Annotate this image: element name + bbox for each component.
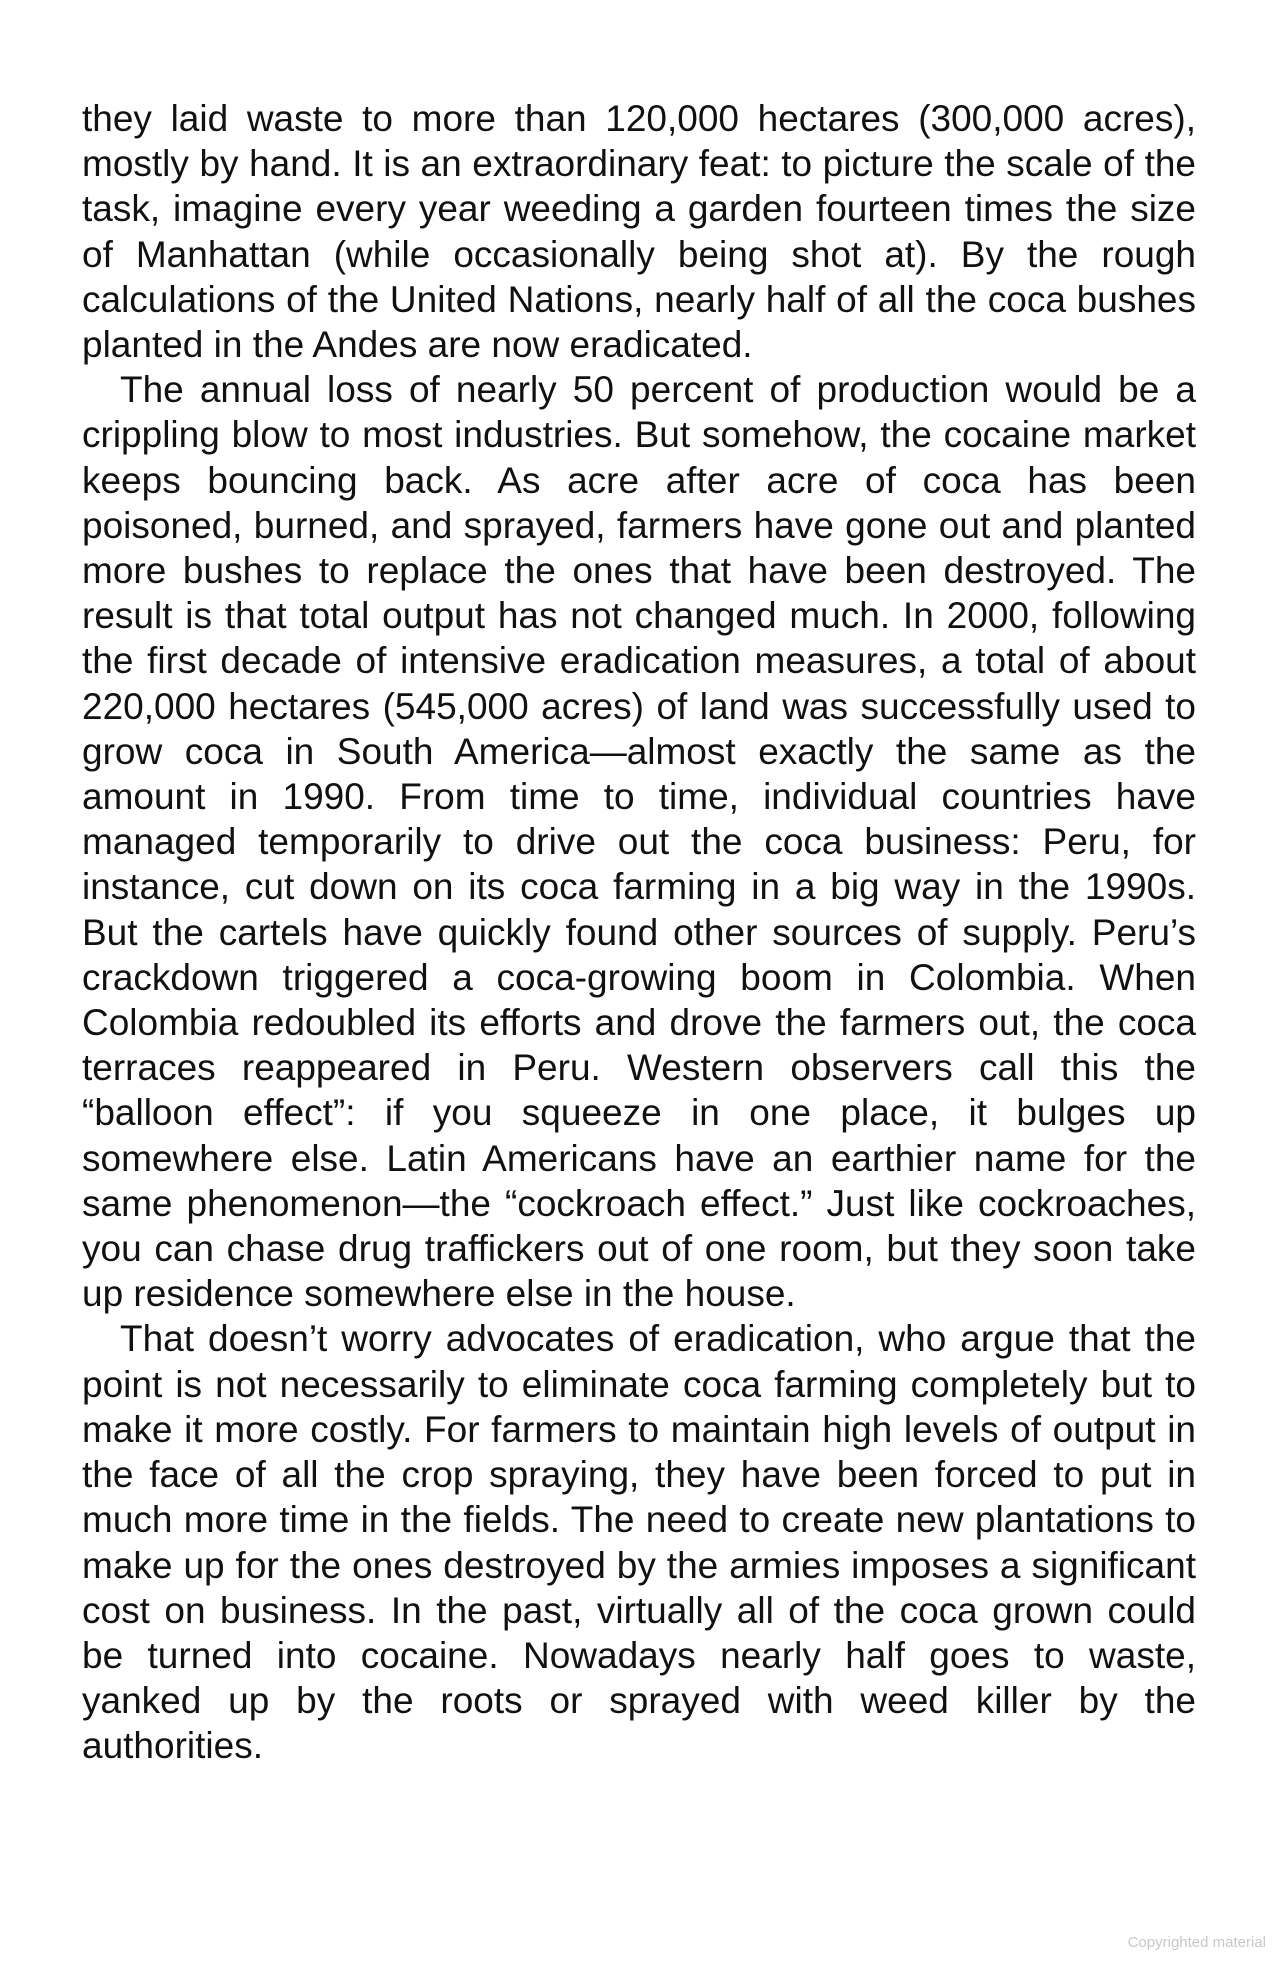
paragraph-1: they laid waste to more than 120,000 hectares (300,000 acres), mostly by hand. It is an extraordinary feat: to picture the scale of the task, imagine every year weeding a garden fourteen times the size of Manhattan (while occasionally being shot at). By the rough calculations of the United Nations, nearly half of all the coca bushes planted in the Andes are now eradicated. [82,98,1196,366]
copyright-watermark: Copyrighted material [1127,1934,1266,1951]
paragraph-3: That doesn’t worry advocates of eradication, who argue that the point is not necessarily to eliminate coca farming completely but to make it more costly. For farmers to maintain high levels of output in the face of all the crop spraying, they have been forced to put in much more time in the fields. The need to create new plantations to make up for the ones destroyed by the armies imposes a significant cost on business. In the past, virtually all of the coca grown could be turned into cocaine. Nowadays nearly half goes to waste, yanked up by the roots or sprayed with weed killer by the authorities. [82,1318,1196,1767]
paragraph-2: The annual loss of nearly 50 percent of production would be a crippling blow to most industries. But somehow, the cocaine market keeps bouncing back. As acre after acre of coca has been poisoned, burned, and sprayed, farmers have gone out and planted more bushes to replace the ones that have been destroyed. The result is that total output has not changed much. In 2000, following the first decade of intensive eradication measures, a total of about 220,000 hectares (545,000 acres) of land was successfully used to grow coca in South America—almost exactly the same as the amount in 1990. From time to time, individual countries have managed temporarily to drive out the coca business: Peru, for instance, cut down on its coca farming in a big way in the 1990s. But the cartels have quickly found other sources of supply. Peru’s crackdown triggered a coca-growing boom in Colombia. When Colombia redoubled its efforts and drove the farmers out, the coca terraces reappeared in Peru. Western observers call this the “balloon effect”: if you squeeze in one place, it bulges up somewhere else. Latin Americans have an earthier name for the same phenomenon—the “cockroach effect.” Just like cockroaches, you can chase drug traffickers out of one room, but they soon take up residence somewhere else in the house. [82,369,1196,1315]
body-text [82,96,1196,1769]
